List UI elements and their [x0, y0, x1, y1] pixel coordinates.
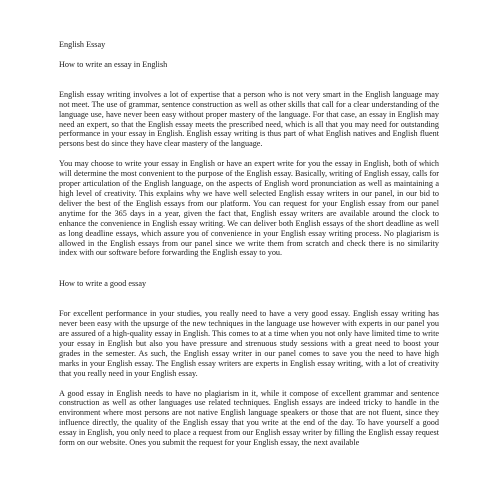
document-subtitle: How to write an essay in English [59, 59, 168, 69]
paragraph-good-essay-1: For excellent performance in your studies, you really need to have a very good essay. English essay writing has never been easy with the upsurge of the new techniques in the language use however with experts in our panel you are assured of a high-quality essay in English. This comes to at a time when you not only have limited time to write your essay in English but also you have pressure and strenuous study sessions with a great need to boost your grades in the semester. As such, the English essay writer in our panel comes to save you the need to have high marks in your English essay. The English essay writers are experts in English essay writing, with a lot of creativity that you really need in your English essay. [59, 309, 439, 378]
document-body [59, 40, 439, 458]
section-heading-good-essay: How to write a good essay [59, 279, 147, 289]
paragraph-intro-2: You may choose to write your essay in English or have an expert write for you the essay in English, both of which will determine the most convenient to the purpose of the English essay. Basically, writing of English essay, calls for proper articulation of the English language, on the aspects of English word pronunciation as well as maintaining a high level of creativity. This explains why we have well selected English essay writers in our panel, in our bid to deliver the best of the English essays from our platform. You can request for your English essay from our panel anytime for the 365 days in a year, given the fact that, English essay writers are available around the clock to enhance the convenience in English essay writing. We can deliver both English essays of the short deadline as well as long deadline essays, which assure you of convenience in your English essay writing process. No plagiarism is allowed in the English essays from our panel since we write them from scratch and check there is no similarity index with our software before forwarding the English essay to you. [59, 159, 439, 258]
paragraph-intro-1: English essay writing involves a lot of expertise that a person who is not very smart in the English language may not meet. The use of grammar, sentence construction as well as other skills that call for a clear understanding of the language use, have never been easy without proper mastery of the language. For that case, an essay in English may need an expert, so that the English essay meets the prescribed need, which is all that you may need for outstanding performance in your essay in English. English essay writing is thus part of what English natives and English fluent persons best do since they have clear mastery of the language. [59, 89, 439, 149]
document-title: English Essay [59, 40, 106, 49]
paragraph-good-essay-2: A good essay in English needs to have no plagiarism in it, while it compose of excellent grammar and sentence construction as well as other languages use related techniques. English essays are indeed tricky to handle in the environment where most persons are not native English language speakers or those that are not fluent, since they influence directly, the quality of the English essay that you write at the end of the day. To have yourself a good essay in English, you only need to place a request from our English essay writer by filling the English essay request form on our website. Ones you submit the request for your English essay, the next available [59, 388, 439, 448]
